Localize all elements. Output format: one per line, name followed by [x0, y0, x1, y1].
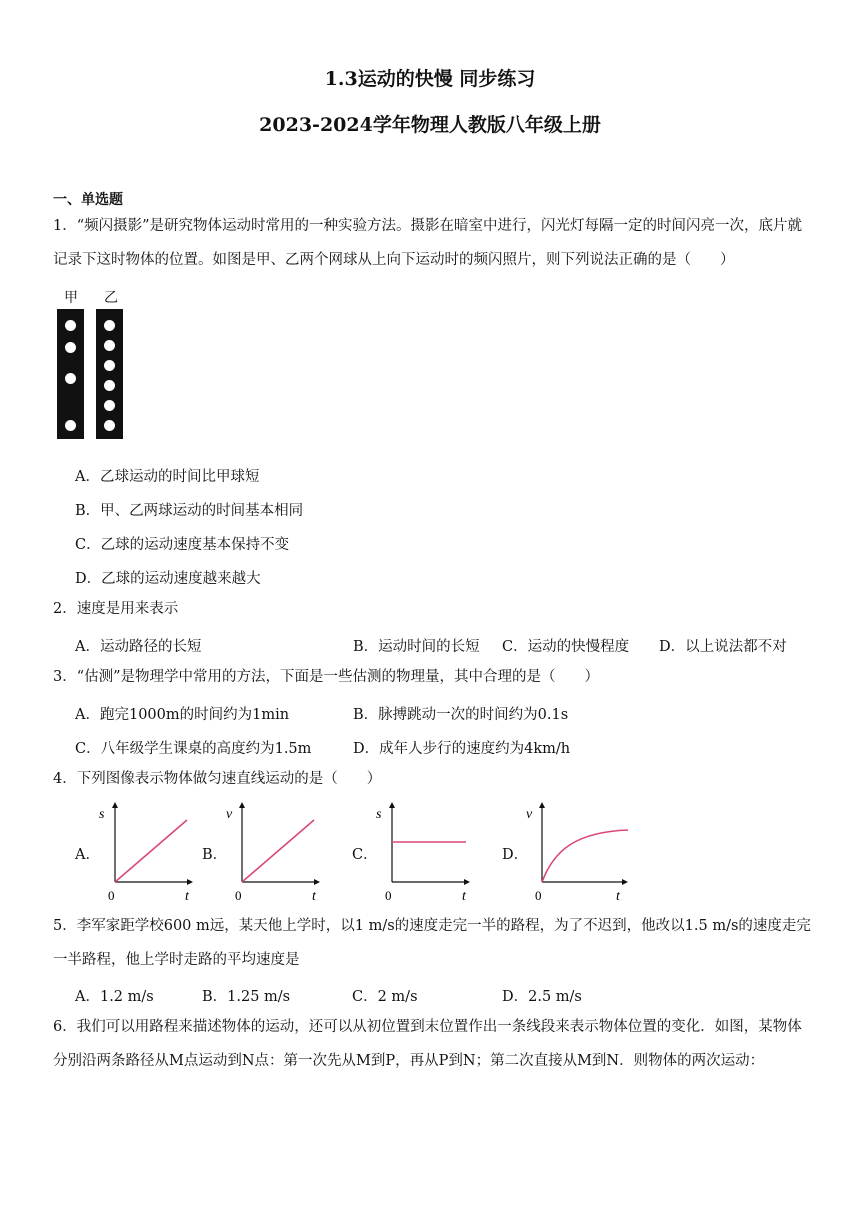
doc-title: 1.3运动的快慢 同步练习	[324, 68, 536, 90]
origin-label: 0	[235, 888, 242, 902]
ball	[65, 373, 76, 384]
q3-option-b[interactable]: B．脉搏跳动一次的时间约为0.1s	[353, 707, 569, 723]
graph-b	[224, 802, 324, 902]
x-axis-label: t	[185, 889, 189, 902]
y-axis-label: v	[226, 807, 233, 822]
q3-option-c[interactable]: C．八年级学生课桌的高度约为1.5m	[75, 741, 312, 757]
q2-option-b[interactable]: B．运动时间的长短	[353, 639, 480, 655]
x-axis-label: t	[616, 889, 620, 902]
q2-option-c[interactable]: C．运动的快慢程度	[502, 639, 630, 655]
q2-option-d[interactable]: D．以上说法都不对	[659, 639, 787, 655]
q5-option-d[interactable]: D．2.5 m/s	[502, 989, 582, 1005]
q4-option-c[interactable]: C．	[352, 847, 378, 863]
q1-option-a[interactable]: A．乙球运动的时间比甲球短	[75, 469, 260, 485]
ball	[65, 420, 76, 431]
film-strip-jia	[57, 309, 84, 439]
x-arrow	[187, 879, 193, 885]
ball	[104, 380, 115, 391]
graph-c	[374, 802, 474, 902]
y-axis-label: s	[376, 807, 382, 822]
q5-option-c[interactable]: C．2 m/s	[352, 989, 418, 1005]
graph-a	[97, 802, 197, 902]
y-arrow	[112, 802, 118, 808]
ball	[104, 420, 115, 431]
graph-line	[242, 820, 314, 882]
doc-subtitle: 2023-2024学年物理人教版八年级上册	[259, 114, 601, 136]
origin-label: 0	[385, 888, 392, 902]
figure-label-jia: 甲	[64, 290, 78, 306]
q3-option-a[interactable]: A．跑完1000m的时间约为1min	[75, 707, 290, 723]
x-arrow	[314, 879, 320, 885]
ball	[104, 360, 115, 371]
ball	[104, 340, 115, 351]
section-heading: 一、单选题	[53, 192, 123, 208]
ball	[65, 320, 76, 331]
q5-option-b[interactable]: B．1.25 m/s	[202, 989, 291, 1005]
x-axis-label: t	[462, 889, 466, 902]
origin-label: 0	[535, 888, 542, 902]
figure-label-yi: 乙	[104, 290, 118, 306]
q1-option-c[interactable]: C．乙球的运动速度基本保持不变	[75, 537, 290, 553]
graph-d	[524, 802, 634, 902]
question-6-text: 6．我们可以用路程来描述物体的运动，还可以从初位置到末位置作出一条线段来表示物体位置的变化．如图，某物体分别沿两条路径从M点运动到N点：第一次先从M到P，再从P到N；第二次直接从M到N．则物体的两次运动：	[53, 1019, 802, 1069]
ball	[104, 320, 115, 331]
y-arrow	[239, 802, 245, 808]
q4-option-a[interactable]: A．	[75, 847, 100, 863]
question-2-text: 2．速度是用来表示	[53, 601, 179, 617]
question-4-text: 4．下列图像表示物体做匀速直线运动的是（ ）	[53, 771, 382, 787]
q5-option-a[interactable]: A．1.2 m/s	[75, 989, 154, 1005]
x-arrow	[622, 879, 628, 885]
origin-label: 0	[108, 888, 115, 902]
y-axis-label: s	[99, 807, 105, 822]
y-axis-label: v	[526, 807, 533, 822]
q2-option-a[interactable]: A．运动路径的长短	[75, 639, 202, 655]
question-3-text: 3．“估测”是物理学中常用的方法，下面是一些估测的物理量，其中合理的是（ ）	[53, 669, 600, 685]
question-1-text: 1．“频闪摄影”是研究物体运动时常用的一种实验方法。摄影在暗室中进行，闪光灯每隔一定的时间闪亮一次，底片就记录下这时物体的位置。如图是甲、乙两个网球从上向下运动时的频闪照片，则下列说法正确的是（ ）	[53, 218, 803, 268]
graph-line	[115, 820, 187, 882]
x-arrow	[464, 879, 470, 885]
film-strip-yi	[96, 309, 123, 439]
q3-option-d[interactable]: D．成年人步行的速度约为4km/h	[353, 741, 571, 757]
y-arrow	[539, 802, 545, 808]
q4-option-b[interactable]: B．	[202, 847, 228, 863]
question-5-text: 5．李军家距学校600 m远，某天他上学时，以1 m/s的速度走完一半的路程，为了不迟到，他改以1.5 m/s的速度走完一半路程，他上学时走路的平均速度是	[53, 918, 811, 968]
q1-option-b[interactable]: B．甲、乙两球运动的时间基本相同	[75, 503, 304, 519]
y-arrow	[389, 802, 395, 808]
ball	[65, 342, 76, 353]
graph-curve	[542, 830, 628, 882]
x-axis-label: t	[312, 889, 316, 902]
q1-option-d[interactable]: D．乙球的运动速度越来越大	[75, 571, 261, 587]
q4-option-d[interactable]: D．	[502, 847, 529, 863]
ball	[104, 400, 115, 411]
